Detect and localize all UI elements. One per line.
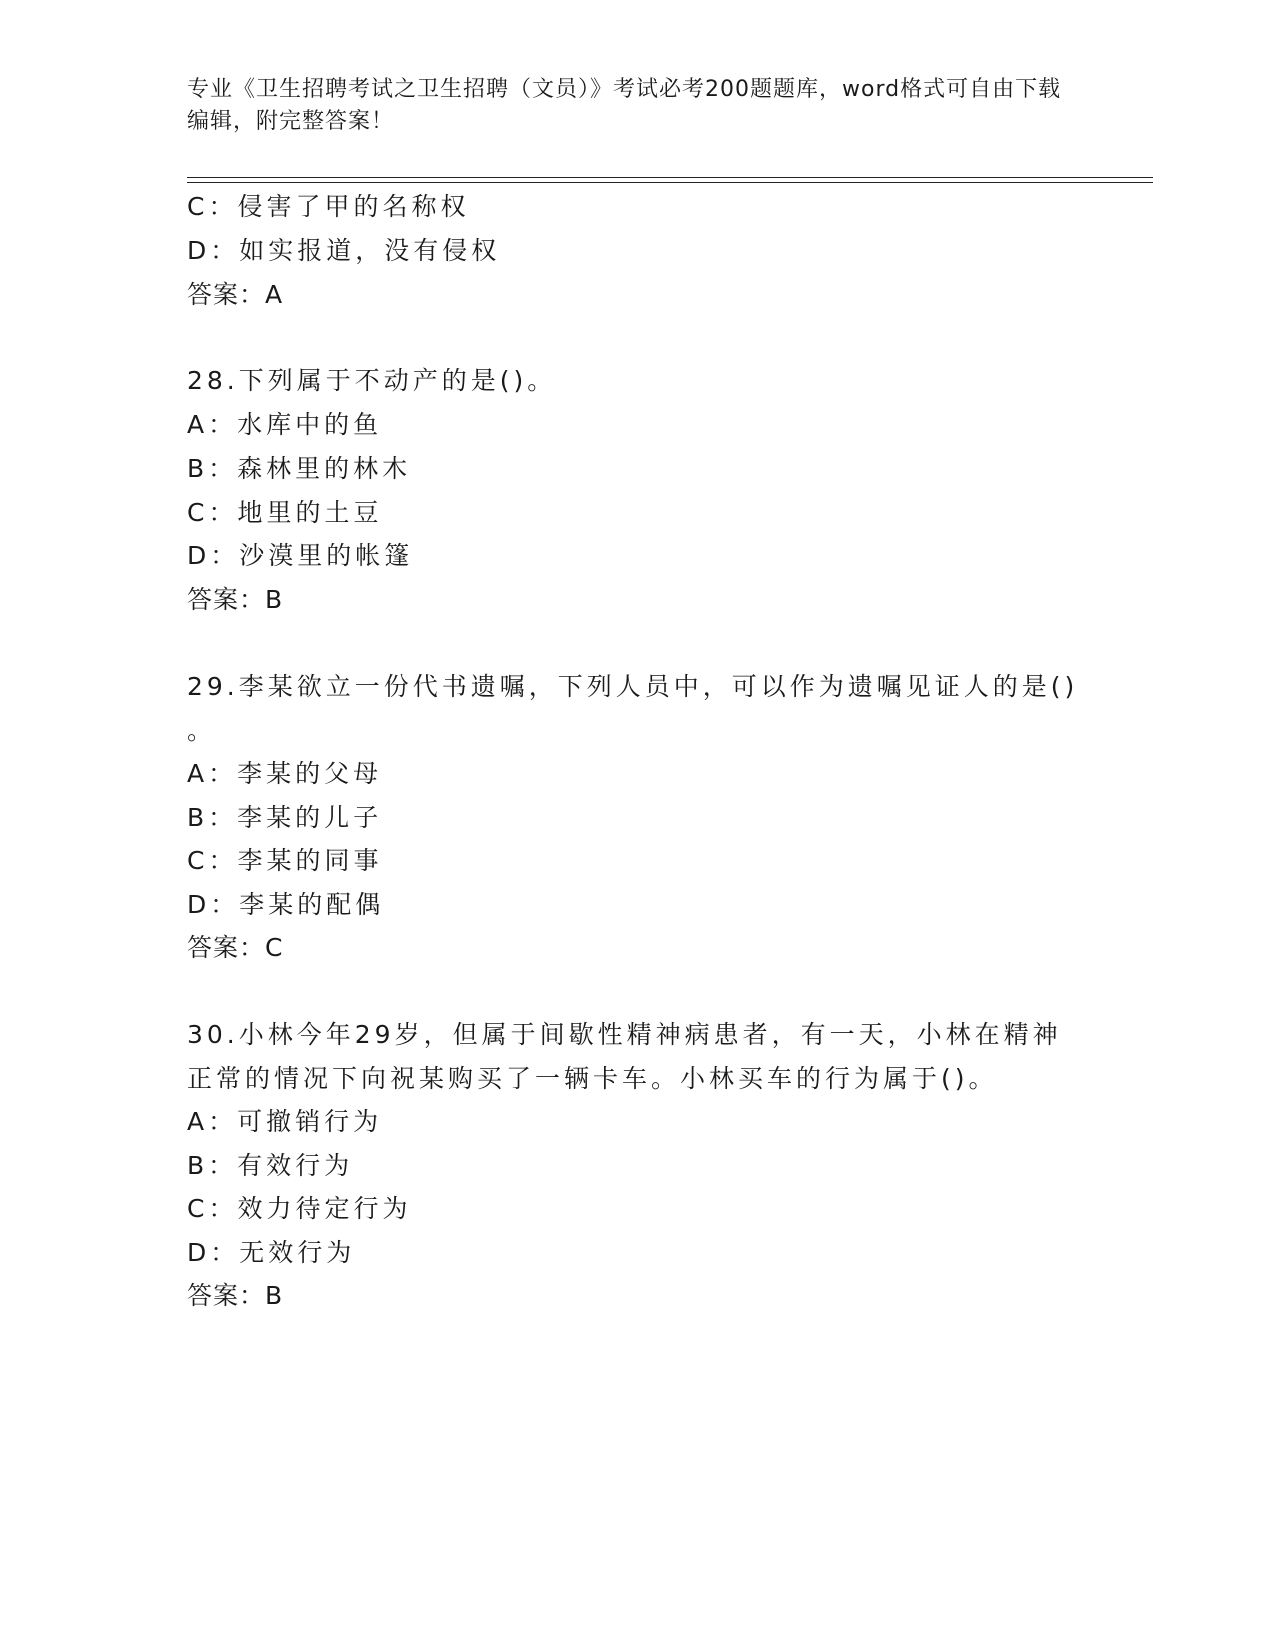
question-29-option-d: D：李某的配偶 [187, 890, 385, 919]
question-30-option-b: B：有效行为 [187, 1151, 354, 1180]
question-28-option-a: A：水库中的鱼 [187, 410, 383, 439]
answer-line: 答案：A [187, 280, 284, 309]
question-29-answer: 答案：C [187, 933, 284, 962]
header-divider-top [187, 177, 1153, 178]
question-28-option-d: D：沙漠里的帐篷 [187, 541, 414, 570]
question-30-answer: 答案：B [187, 1281, 284, 1310]
question-30-option-d: D：无效行为 [187, 1238, 356, 1267]
question-30-stem-continued: 正常的情况下向祝某购买了一辆卡车。小林买车的行为属于()。 [187, 1064, 998, 1093]
question-29-option-c: C：李某的同事 [187, 846, 383, 875]
option-c: C：侵害了甲的名称权 [187, 192, 470, 221]
question-29-stem: 29.李某欲立一份代书遗嘱，下列人员中，可以作为遗嘱见证人的是() [187, 672, 1079, 701]
question-30-stem: 30.小林今年29岁，但属于间歇性精神病患者，有一天，小林在精神 [187, 1020, 1062, 1049]
question-29-option-a: A：李某的父母 [187, 759, 383, 788]
document-header: 专业《卫生招聘考试之卫生招聘（文员）》考试必考200题题库，word格式可自由下载编辑，附完整答案！ [187, 77, 1062, 134]
option-d: D：如实报道，没有侵权 [187, 236, 501, 265]
question-29-stem-continued: 。 [187, 716, 217, 745]
question-28-option-c: C：地里的土豆 [187, 498, 383, 527]
question-30-option-c: C：效力待定行为 [187, 1194, 412, 1223]
header-divider-bottom [187, 182, 1153, 183]
question-28-stem: 28.下列属于不动产的是()。 [187, 366, 557, 395]
question-30-option-a: A：可撤销行为 [187, 1107, 383, 1136]
question-28-answer: 答案：B [187, 585, 284, 614]
question-29-option-b: B：李某的儿子 [187, 803, 383, 832]
question-28-option-b: B：森林里的林木 [187, 454, 412, 483]
